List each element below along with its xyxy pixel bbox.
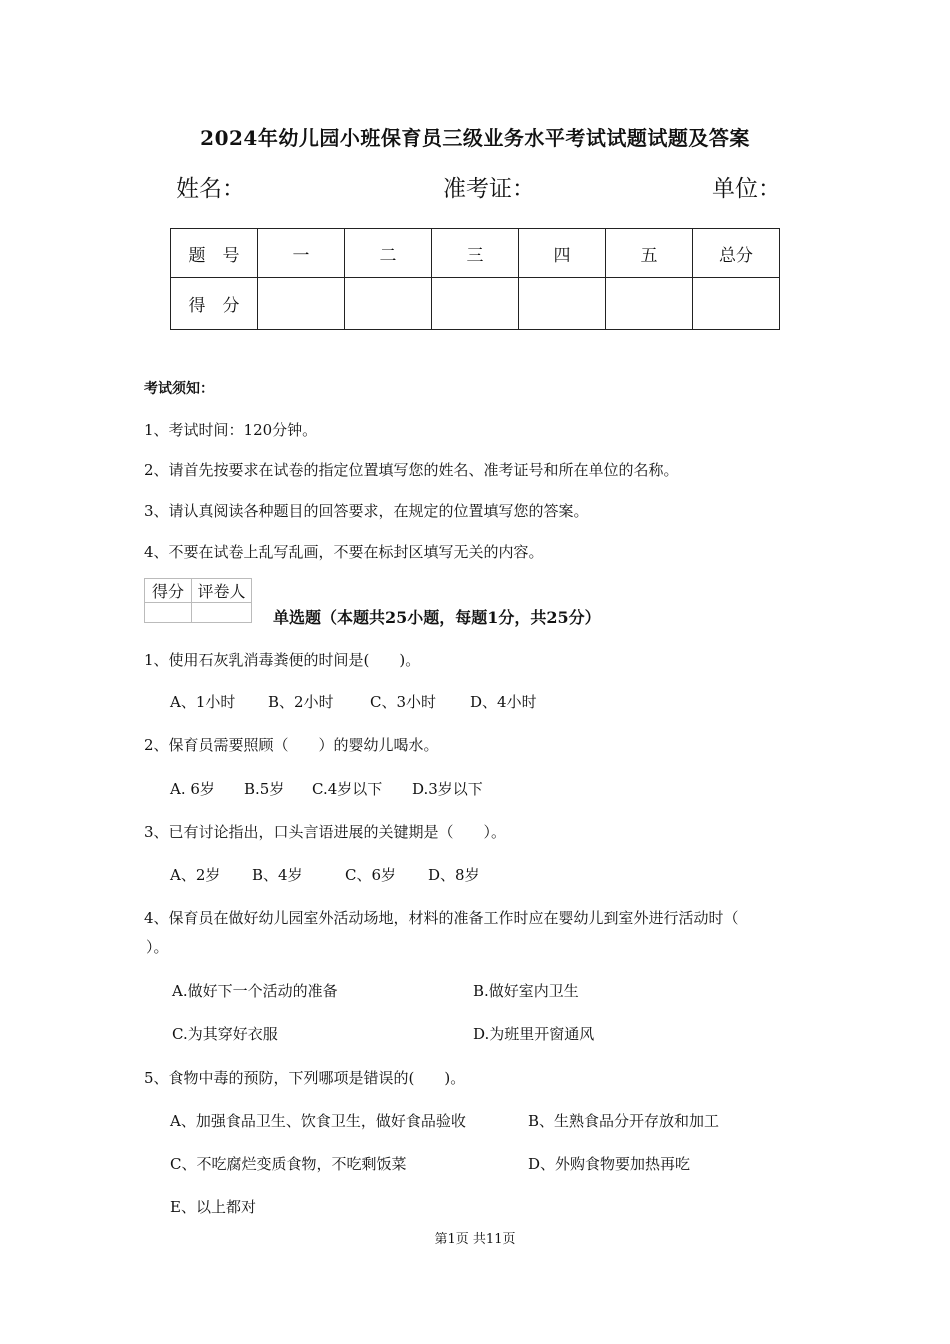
score-cell[interactable]	[606, 278, 693, 330]
score-cell[interactable]	[693, 278, 780, 330]
question-stem: 4、保育员在做好幼儿园室外活动场地，材料的准备工作时应在婴幼儿到室外进行活动时（	[144, 909, 739, 927]
question-option: A.做好下一个活动的准备	[172, 982, 338, 1000]
grader-reviewer-cell[interactable]	[192, 603, 252, 623]
grader-score-label: 得分	[145, 579, 192, 603]
unit-field-label: 单位：	[712, 176, 781, 202]
question-option: D.3岁以下	[412, 780, 483, 798]
question-option: B、2小时	[268, 693, 334, 711]
question-stem: 1、使用石灰乳消毒粪便的时间是( )。	[144, 651, 421, 669]
score-cell[interactable]	[519, 278, 606, 330]
score-table	[170, 228, 780, 330]
question-option: D、外购食物要加热再吃	[528, 1155, 691, 1173]
score-table-header-row	[171, 229, 780, 278]
notice-item: 3、请认真阅读各种题目的回答要求，在规定的位置填写您的答案。	[144, 502, 589, 520]
page-title: 2024年幼儿园小班保育员三级业务水平考试试题试题及答案	[200, 126, 750, 150]
question-option: C、6岁	[345, 866, 397, 884]
question-stem: 3、已有讨论指出，口头言语进展的关键期是（ ）。	[144, 823, 507, 841]
question-stem: 5、食物中毒的预防，下列哪项是错误的( )。	[144, 1069, 466, 1087]
score-row-label: 得 分	[171, 278, 258, 330]
question-option: C、3小时	[370, 693, 437, 711]
question-option: A、加强食品卫生、饮食卫生，做好食品验收	[170, 1112, 466, 1130]
question-option: D、4小时	[470, 693, 537, 711]
section-title: 单选题（本题共25小题，每题1分，共25分）	[273, 608, 601, 627]
score-cell[interactable]	[258, 278, 345, 330]
grader-score-cell[interactable]	[145, 603, 192, 623]
notice-item: 4、不要在试卷上乱写乱画，不要在标封区填写无关的内容。	[144, 543, 544, 561]
question-option: D.为班里开窗通风	[473, 1025, 595, 1043]
score-table-header: 总分	[693, 229, 780, 278]
question-option: C、不吃腐烂变质食物，不吃剩饭菜	[170, 1155, 407, 1173]
name-field-label: 姓名：	[176, 176, 245, 202]
score-table-score-row	[171, 278, 780, 330]
grader-box	[144, 578, 252, 623]
question-option: B.做好室内卫生	[473, 982, 579, 1000]
score-table-header: 四	[519, 229, 606, 278]
question-stem: 2、保育员需要照顾（ ）的婴幼儿喝水。	[144, 736, 439, 754]
page-footer: 第1页 共11页	[434, 1232, 516, 1247]
notice-item: 2、请首先按要求在试卷的指定位置填写您的姓名、准考证号和所在单位的名称。	[144, 461, 679, 479]
question-option: B、生熟食品分开存放和加工	[528, 1112, 720, 1130]
question-option: B.5岁	[244, 780, 285, 798]
exam-number-field-label: 准考证：	[443, 176, 535, 202]
question-option: A. 6岁	[170, 780, 215, 798]
question-option: D、8岁	[428, 866, 480, 884]
score-table-header: 题 号	[171, 229, 258, 278]
question-option: A、2岁	[170, 866, 221, 884]
grader-reviewer-label: 评卷人	[192, 579, 252, 603]
score-table-header: 一	[258, 229, 345, 278]
score-cell[interactable]	[345, 278, 432, 330]
score-table-header: 三	[432, 229, 519, 278]
score-cell[interactable]	[432, 278, 519, 330]
question-option: A、1小时	[170, 693, 236, 711]
score-table-header: 五	[606, 229, 693, 278]
question-option: C.为其穿好衣服	[172, 1025, 278, 1043]
question-stem-continuation: ）。	[146, 938, 169, 956]
score-table-header: 二	[345, 229, 432, 278]
question-option: C.4岁以下	[312, 780, 383, 798]
notice-heading: 考试须知：	[144, 381, 214, 397]
question-option: E、以上都对	[170, 1198, 256, 1216]
question-option: B、4岁	[252, 866, 303, 884]
notice-item: 1、考试时间：120分钟。	[144, 421, 318, 439]
